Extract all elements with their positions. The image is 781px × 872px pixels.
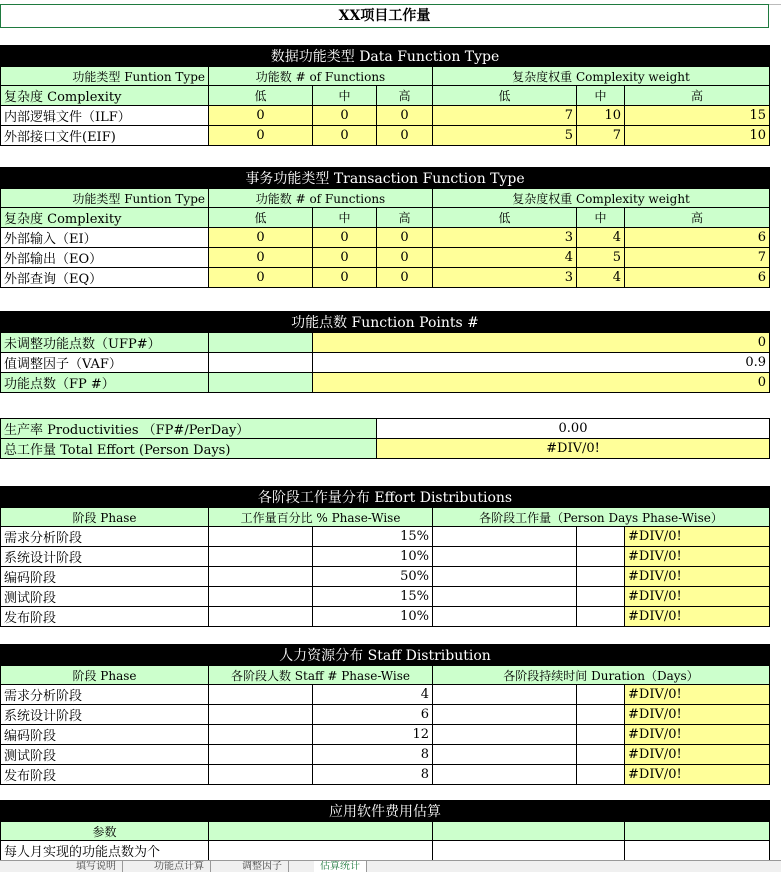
- col-phase-label: 阶段 Phase: [1, 666, 209, 685]
- ufp-value[interactable]: 0: [313, 333, 770, 353]
- table-row: [1, 439, 770, 459]
- empty-cell[interactable]: [577, 547, 625, 567]
- count-cell[interactable]: 0: [313, 126, 377, 146]
- low-label: 低: [209, 86, 313, 106]
- empty-cell[interactable]: [433, 705, 577, 725]
- phase-name[interactable]: 系统设计阶段: [1, 705, 209, 725]
- productivity-table: [0, 418, 770, 459]
- col-type-label: 功能类型 Funtion Type: [1, 67, 209, 86]
- weight-cell[interactable]: 10: [625, 126, 770, 146]
- empty-cell[interactable]: [433, 765, 577, 785]
- empty-cell[interactable]: [577, 745, 625, 765]
- empty-cell[interactable]: [625, 822, 770, 841]
- high-label: 高: [625, 86, 770, 106]
- empty-cell[interactable]: [625, 841, 770, 861]
- count-cell[interactable]: 0: [377, 126, 433, 146]
- phase-name[interactable]: 测试阶段: [1, 745, 209, 765]
- param-label: 参数: [1, 822, 209, 841]
- tab-adjustment-factors[interactable]: 调整因子: [236, 861, 289, 872]
- row-label: 未调整功能点数（UFP#）: [1, 333, 209, 353]
- count-cell[interactable]: 0: [377, 248, 433, 268]
- table-row: [1, 228, 770, 248]
- data-function-table: [0, 45, 770, 146]
- col-days-label: 各阶段工作量（Person Days Phase-Wise）: [433, 508, 770, 527]
- count-cell[interactable]: 0: [313, 248, 377, 268]
- phase-name[interactable]: 编码阶段: [1, 567, 209, 587]
- empty-cell[interactable]: [209, 745, 313, 765]
- staff-cell[interactable]: 8: [313, 765, 433, 785]
- col-count-label: 功能数 # of Functions: [209, 67, 433, 86]
- empty-cell[interactable]: [209, 527, 313, 547]
- col-pct-label: 工作量百分比 % Phase-Wise: [209, 508, 433, 527]
- count-cell[interactable]: 0: [377, 268, 433, 288]
- staff-cell[interactable]: 6: [313, 705, 433, 725]
- empty-cell[interactable]: [209, 685, 313, 705]
- empty-cell[interactable]: [577, 567, 625, 587]
- empty-cell[interactable]: [433, 745, 577, 765]
- phase-name[interactable]: 系统设计阶段: [1, 547, 209, 567]
- count-cell[interactable]: 0: [209, 248, 313, 268]
- weight-cell[interactable]: 4: [577, 228, 625, 248]
- table-row: [1, 685, 770, 705]
- duration-cell[interactable]: #DIV/0!: [625, 685, 770, 705]
- col-count-label: 功能数 # of Functions: [209, 189, 433, 208]
- productivity-value[interactable]: 0.00: [377, 419, 770, 439]
- weight-cell[interactable]: 7: [577, 126, 625, 146]
- table-row: [1, 268, 770, 288]
- empty-cell[interactable]: [433, 567, 577, 587]
- empty-cell[interactable]: [577, 765, 625, 785]
- row-label[interactable]: 外部输入（EI）: [1, 228, 209, 248]
- complexity-label: 复杂度 Complexity: [1, 208, 209, 228]
- count-cell[interactable]: 0: [209, 106, 313, 126]
- row-label[interactable]: 外部接口文件(EIF): [1, 126, 209, 146]
- table-row: [1, 106, 770, 126]
- count-cell[interactable]: 0: [209, 228, 313, 248]
- count-cell[interactable]: 0: [209, 268, 313, 288]
- fp-value[interactable]: 0: [313, 373, 770, 393]
- empty-cell[interactable]: [209, 765, 313, 785]
- mid-label: 中: [577, 86, 625, 106]
- weight-cell[interactable]: 4: [433, 248, 577, 268]
- empty-cell[interactable]: [577, 607, 625, 627]
- transaction-function-header: 事务功能类型 Transaction Function Type: [1, 168, 770, 189]
- staff-distribution-header: 人力资源分布 Staff Distribution: [1, 645, 770, 666]
- complexity-label: 复杂度 Complexity: [1, 86, 209, 106]
- table-row: [1, 765, 770, 785]
- pct-cell[interactable]: 10%: [313, 547, 433, 567]
- phase-name[interactable]: 发布阶段: [1, 607, 209, 627]
- empty-cell[interactable]: [209, 705, 313, 725]
- high-label: 高: [625, 208, 770, 228]
- weight-cell[interactable]: 3: [433, 228, 577, 248]
- empty-cell[interactable]: [433, 841, 625, 861]
- effort-distribution-table: [0, 486, 770, 627]
- table-row: [1, 527, 770, 547]
- table-row: [1, 248, 770, 268]
- high-label: 高: [377, 86, 433, 106]
- duration-cell[interactable]: #DIV/0!: [625, 705, 770, 725]
- count-cell[interactable]: 0: [313, 228, 377, 248]
- transaction-function-table: [0, 167, 770, 288]
- staff-cell[interactable]: 8: [313, 745, 433, 765]
- table-row: [1, 419, 770, 439]
- software-cost-header: 应用软件费用估算: [1, 801, 770, 822]
- empty-cell[interactable]: [209, 333, 313, 353]
- empty-cell[interactable]: [433, 527, 577, 547]
- days-cell[interactable]: #DIV/0!: [625, 567, 770, 587]
- function-points-header: 功能点数 Function Points #: [1, 312, 770, 333]
- low-label: 低: [433, 208, 577, 228]
- empty-cell[interactable]: [433, 587, 577, 607]
- empty-cell[interactable]: [433, 685, 577, 705]
- tab-estimation[interactable]: 估算统计: [314, 861, 367, 872]
- row-label[interactable]: 外部查询（EQ）: [1, 268, 209, 288]
- total-effort-label: 总工作量 Total Effort (Person Days): [1, 439, 377, 459]
- table-row: [1, 547, 770, 567]
- table-row: [1, 705, 770, 725]
- col-weight-label: 复杂度权重 Complexity weight: [433, 189, 770, 208]
- row-label[interactable]: 内部逻辑文件（ILF）: [1, 106, 209, 126]
- empty-cell[interactable]: [209, 373, 313, 393]
- pct-cell[interactable]: 50%: [313, 567, 433, 587]
- empty-cell[interactable]: [433, 725, 577, 745]
- phase-name[interactable]: 需求分析阶段: [1, 527, 209, 547]
- count-cell[interactable]: 0: [377, 228, 433, 248]
- empty-cell[interactable]: [577, 527, 625, 547]
- empty-cell[interactable]: [577, 725, 625, 745]
- table-row: [1, 587, 770, 607]
- days-cell[interactable]: #DIV/0!: [625, 547, 770, 567]
- pct-cell[interactable]: 15%: [313, 587, 433, 607]
- days-cell[interactable]: #DIV/0!: [625, 607, 770, 627]
- days-cell[interactable]: #DIV/0!: [625, 587, 770, 607]
- function-points-table: [0, 311, 770, 393]
- empty-cell[interactable]: [433, 607, 577, 627]
- col-weight-label: 复杂度权重 Complexity weight: [433, 67, 770, 86]
- fp-per-month-label[interactable]: 每人月实现的功能点数为个: [1, 841, 209, 861]
- duration-cell[interactable]: #DIV/0!: [625, 765, 770, 785]
- empty-cell[interactable]: [209, 822, 433, 841]
- total-effort-value[interactable]: #DIV/0!: [377, 439, 770, 459]
- duration-cell[interactable]: #DIV/0!: [625, 745, 770, 765]
- empty-cell[interactable]: [433, 822, 625, 841]
- table-row: [1, 567, 770, 587]
- mid-label: 中: [577, 208, 625, 228]
- table-row: [1, 126, 770, 146]
- empty-cell[interactable]: [209, 725, 313, 745]
- weight-cell[interactable]: 4: [577, 268, 625, 288]
- table-row: [1, 841, 770, 861]
- weight-cell[interactable]: 5: [577, 248, 625, 268]
- sheet-tab-bar: [0, 860, 781, 872]
- empty-cell[interactable]: [209, 547, 313, 567]
- phase-name[interactable]: 发布阶段: [1, 765, 209, 785]
- empty-cell[interactable]: [209, 841, 433, 861]
- staff-cell[interactable]: 4: [313, 685, 433, 705]
- mid-label: 中: [313, 86, 377, 106]
- col-duration-label: 各阶段持续时间 Duration（Days）: [433, 666, 770, 685]
- pct-cell[interactable]: 10%: [313, 607, 433, 627]
- row-label[interactable]: 外部输出（EO）: [1, 248, 209, 268]
- count-cell[interactable]: 0: [313, 268, 377, 288]
- low-label: 低: [209, 208, 313, 228]
- tab-instructions[interactable]: 填写说明: [70, 861, 123, 872]
- count-cell[interactable]: 0: [377, 106, 433, 126]
- table-row: [1, 373, 770, 393]
- weight-cell[interactable]: 6: [625, 268, 770, 288]
- phase-name[interactable]: 需求分析阶段: [1, 685, 209, 705]
- table-row: [1, 745, 770, 765]
- mid-label: 中: [313, 208, 377, 228]
- data-function-header: 数据功能类型 Data Function Type: [1, 46, 770, 67]
- table-row: [1, 607, 770, 627]
- weight-cell[interactable]: 10: [577, 106, 625, 126]
- days-cell[interactable]: #DIV/0!: [625, 527, 770, 547]
- effort-distribution-header: 各阶段工作量分布 Effort Distributions: [1, 487, 770, 508]
- table-row: [1, 725, 770, 745]
- duration-cell[interactable]: #DIV/0!: [625, 725, 770, 745]
- count-cell[interactable]: 0: [313, 106, 377, 126]
- empty-cell[interactable]: [209, 353, 313, 373]
- weight-cell[interactable]: 7: [625, 248, 770, 268]
- col-phase-label: 阶段 Phase: [1, 508, 209, 527]
- empty-cell[interactable]: [209, 607, 313, 627]
- weight-cell[interactable]: 7: [433, 106, 577, 126]
- col-staff-label: 各阶段人数 Staff # Phase-Wise: [209, 666, 433, 685]
- vaf-value[interactable]: 0.9: [313, 353, 770, 373]
- staff-distribution-table: [0, 644, 770, 785]
- empty-cell[interactable]: [433, 547, 577, 567]
- phase-name[interactable]: 编码阶段: [1, 725, 209, 745]
- table-row: [1, 353, 770, 373]
- empty-cell[interactable]: [577, 705, 625, 725]
- table-row: [1, 333, 770, 353]
- pct-cell[interactable]: 15%: [313, 527, 433, 547]
- empty-cell[interactable]: [209, 587, 313, 607]
- sheet-title[interactable]: XX项目工作量: [0, 4, 769, 28]
- weight-cell[interactable]: 3: [433, 268, 577, 288]
- col-type-label: 功能类型 Funtion Type: [1, 189, 209, 208]
- count-cell[interactable]: 0: [209, 126, 313, 146]
- weight-cell[interactable]: 6: [625, 228, 770, 248]
- high-label: 高: [377, 208, 433, 228]
- empty-cell[interactable]: [209, 567, 313, 587]
- phase-name[interactable]: 测试阶段: [1, 587, 209, 607]
- productivity-label: 生产率 Productivities （FP#/PerDay）: [1, 419, 377, 439]
- row-label: 功能点数（FP #）: [1, 373, 209, 393]
- row-label: 值调整因子（VAF）: [1, 353, 209, 373]
- empty-cell[interactable]: [577, 587, 625, 607]
- software-cost-table: [0, 800, 770, 861]
- staff-cell[interactable]: 12: [313, 725, 433, 745]
- weight-cell[interactable]: 5: [433, 126, 577, 146]
- weight-cell[interactable]: 15: [625, 106, 770, 126]
- tab-function-points[interactable]: 功能点计算: [148, 861, 211, 872]
- empty-cell[interactable]: [577, 685, 625, 705]
- low-label: 低: [433, 86, 577, 106]
